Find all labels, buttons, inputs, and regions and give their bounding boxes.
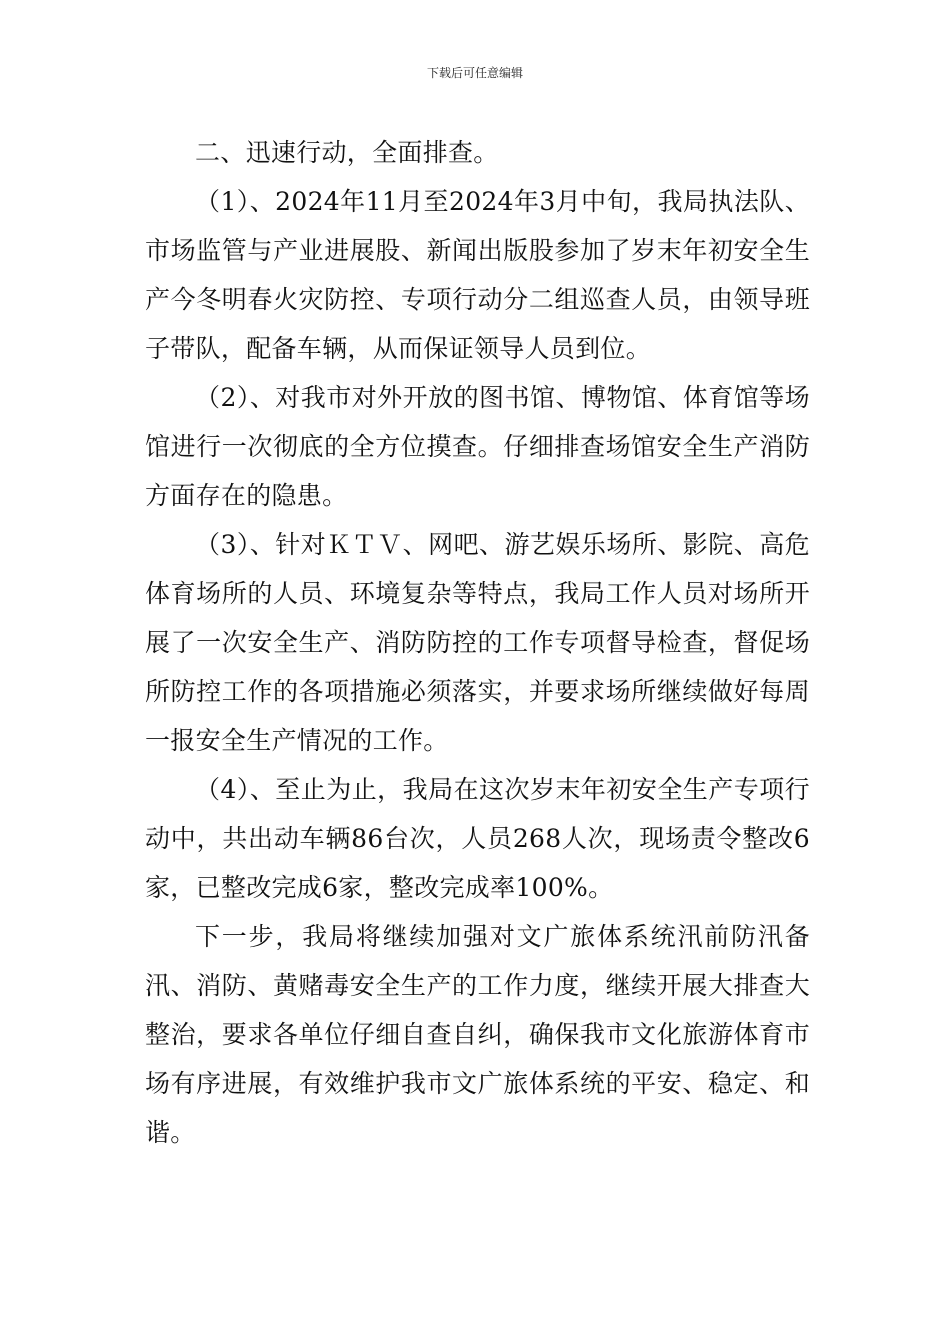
paragraph-next-step: 下一步，我局将继续加强对文广旅体系统汛前防汛备汛、消防、黄赌毒安全生产的工作力度，继续开展大排查大整治，要求各单位仔细自查自纠，确保我市文化旅游体育市场有序进展，有效维护我市文广旅体系统的平安、稳定、和谐。 (145, 922, 810, 1147)
section-heading: 二、迅速行动，全面排查。 (195, 138, 499, 167)
paragraph-item-3: （3）、针对ＫＴＶ、网吧、游艺娱乐场所、影院、高危体育场所的人员、环境复杂等特点，我局工作人员对场所开展了一次安全生产、消防防控的工作专项督导检查，督促场所防控工作的各项措施必须落实，并要求场所继续做好每周一报安全生产情况的工作。 (145, 530, 810, 755)
paragraph-item-2: （2）、对我市对外开放的图书馆、博物馆、体育馆等场馆进行一次彻底的全方位摸查。仔细排查场馆安全生产消防方面存在的隐患。 (145, 383, 810, 510)
paragraph-item-4: （4）、至止为止，我局在这次岁末年初安全生产专项行动中，共出动车辆86台次，人员268人次，现场责令整改6家，已整改完成6家，整改完成率100%。 (145, 775, 810, 902)
paragraph-item-1: （1）、2024年11月至2024年3月中旬，我局执法队、市场监管与产业进展股、新闻出版股参加了岁末年初安全生产今冬明春火灾防控、专项行动分二组巡查人员，由领导班子带队，配备车辆，从而保证领导人员到位。 (145, 187, 810, 363)
document-body (145, 128, 810, 1157)
page-header-note: 下载后可任意编辑 (426, 66, 523, 80)
